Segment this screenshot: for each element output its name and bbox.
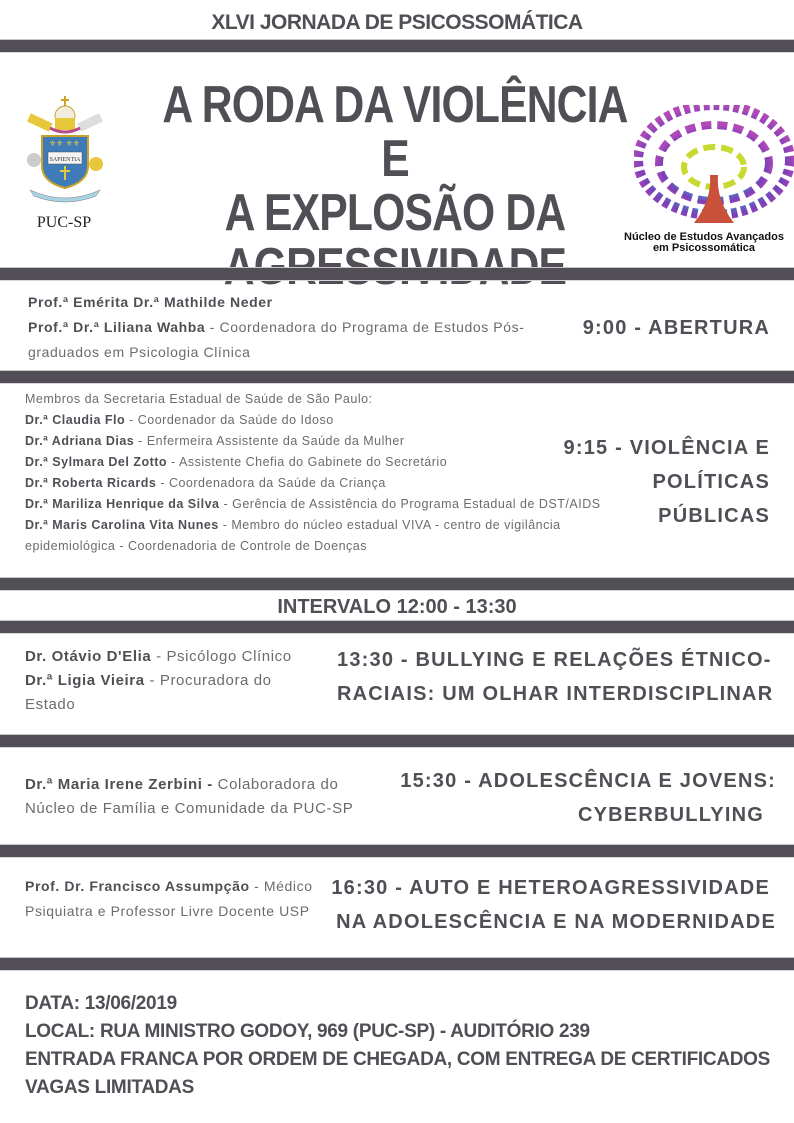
- break-label: INTERVALO 12:00 - 13:30: [277, 596, 517, 618]
- event-capacity-note: VAGAS LIMITADAS: [25, 1077, 194, 1098]
- session-title-line: PÚBLICAS: [658, 505, 770, 527]
- speaker: [25, 773, 385, 821]
- speakers-intro: Membros da Secretaria Estadual de Saúde de São Paulo:: [25, 392, 373, 406]
- speaker-name: Dr.ª Mariliza Henrique da Silva: [25, 497, 220, 511]
- divider-bar: [0, 957, 794, 971]
- speaker-name: Prof.ª Emérita Dr.ª Mathilde Neder: [28, 294, 273, 310]
- speaker-role: - Médico Psiquiatra e Professor Livre Docente USP: [25, 878, 313, 919]
- speaker-role: - Coordenadora da Saúde da Criança: [156, 476, 386, 490]
- session-title: [510, 431, 770, 533]
- divider-bar: [0, 620, 794, 634]
- speaker-role: - Psicólogo Clínico: [151, 648, 292, 665]
- speaker-name: Dr.ª Adriana Dias: [25, 434, 135, 448]
- main-title-line: A RODA DA VIOLÊNCIA E: [162, 76, 628, 188]
- speaker: [25, 410, 625, 431]
- session-heteroagressividade-speakers: [25, 874, 315, 924]
- session-title-line: CYBERBULLYING: [578, 804, 764, 826]
- nucleo-label-line: Núcleo de Estudos Avançados: [624, 231, 784, 243]
- session-title-line: 16:30 - AUTO E HETEROAGRESSIVIDADE: [331, 877, 770, 899]
- speaker-name: Dr. Otávio D'Elia: [25, 648, 152, 665]
- event-date: DATA: 13/06/2019: [25, 993, 177, 1014]
- session-title: [337, 643, 794, 711]
- session-bullying-speakers: [25, 645, 325, 717]
- puc-sp-label: PUC-SP: [36, 214, 92, 231]
- speaker-name: Dr.ª Sylmara Del Zotto: [25, 455, 168, 469]
- main-title: [100, 78, 690, 294]
- speaker-name: Dr.ª Roberta Ricards: [25, 476, 157, 490]
- speaker-role: - Procuradora do Estado: [25, 672, 272, 713]
- event-info: [25, 990, 770, 1102]
- speaker-name: Dr.ª Maris Carolina Vita Nunes: [25, 518, 219, 532]
- speaker-role: - Coordenadora do Programa de Estudos Pós-graduados em Psicologia Clínica: [28, 319, 525, 360]
- divider-bar: [0, 267, 794, 281]
- divider-bar: [0, 39, 794, 53]
- divider-bar: [0, 577, 794, 591]
- nucleo-label: [614, 232, 794, 254]
- speaker-name: Dr.ª Maria Irene Zerbini -: [25, 776, 213, 793]
- nucleo-label-line: em Psicossomática: [652, 242, 756, 254]
- event-location: LOCAL: RUA MINISTRO GODOY, 969 (PUC-SP) - AUDITÓRIO 239: [25, 1021, 590, 1042]
- session-title-line: 15:30 - ADOLESCÊNCIA E JOVENS:: [400, 770, 776, 792]
- session-title: [316, 871, 776, 939]
- divider-bar: [0, 734, 794, 748]
- session-title-line: 13:30 - BULLYING E RELAÇÕES ÉTNICO-: [337, 649, 772, 671]
- speaker: [25, 645, 325, 669]
- speaker-name: Dr.ª Ligia Vieira: [25, 672, 145, 689]
- svg-text:⚜⚜ ⚜⚜: ⚜⚜ ⚜⚜: [49, 139, 80, 148]
- speaker: [25, 669, 325, 717]
- session-title-line: NA ADOLESCÊNCIA E NA MODERNIDADE: [336, 911, 776, 933]
- speaker-name: Prof.ª Dr.ª Liliana Wahba: [28, 319, 206, 335]
- puc-sp-coat-of-arms-icon: [22, 96, 108, 206]
- session-title-line: RACIAIS: UM OLHAR INTERDISCIPLINAR: [337, 683, 774, 705]
- session-title: [376, 764, 776, 832]
- session-title-line: POLÍTICAS: [652, 471, 770, 493]
- speaker-name: Prof. Dr. Francisco Assumpção: [25, 878, 250, 894]
- speaker-role: - Enfermeira Assistente da Saúde da Mulher: [134, 434, 405, 448]
- speaker-role: - Gerência de Assistência do Programa Estadual de DST/AIDS: [219, 497, 601, 511]
- speaker-role: - Assistente Chefia do Gabinete do Secretário: [167, 455, 448, 469]
- speaker-role: - Coordenador da Saúde do Idoso: [125, 413, 334, 427]
- rainbow-tree-icon: [634, 105, 794, 230]
- speaker-name: Dr.ª Claudia Flo: [25, 413, 126, 427]
- divider-bar: [0, 844, 794, 858]
- divider-bar: [0, 370, 794, 384]
- speaker: [25, 874, 315, 924]
- main-title-line: A EXPLOSÃO DA: [224, 184, 566, 242]
- svg-text:SAPIENTIA: SAPIENTIA: [49, 157, 81, 163]
- session-title: 9:00 - ABERTURA: [582, 317, 770, 339]
- speaker-role: Colaboradora do Núcleo de Família e Comunidade da PUC-SP: [25, 776, 354, 817]
- session-cyberbullying-speakers: [25, 773, 385, 821]
- session-title-line: 9:15 - VIOLÊNCIA E: [563, 437, 770, 459]
- event-entry-info: ENTRADA FRANCA POR ORDEM DE CHEGADA, COM ENTREGA DE CERTIFICADOS: [25, 1049, 771, 1070]
- speaker-role: - Membro do núcleo estadual VIVA - centro de vigilância epidemiológica - Coordenadoria de Controle de Doenças: [25, 518, 561, 553]
- event-name: XLVI JORNADA DE PSICOSSOMÁTICA: [211, 11, 583, 34]
